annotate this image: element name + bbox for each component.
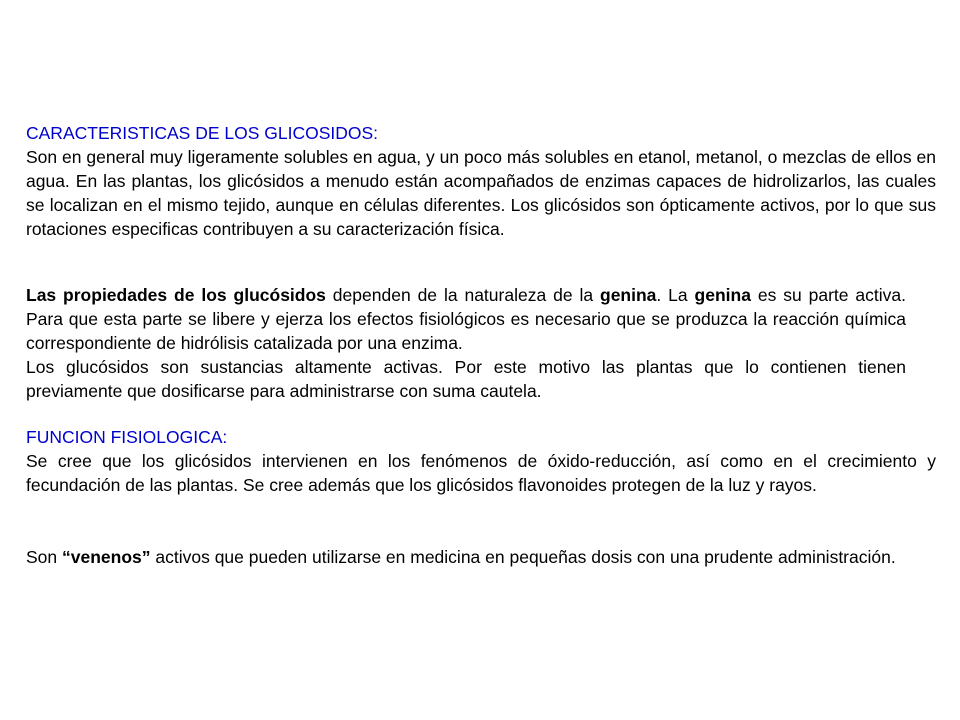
propiedades-section xyxy=(26,283,906,403)
propiedades-text-6: es su parte activa. Para que esta parte se libere y ejerza los efectos fisiológicos es necesario que se produzca la reacción química correspondiente de hidrólisis catalizada por una enzima. xyxy=(26,285,906,353)
funcion-body: Se cree que los glicósidos intervienen en los fenómenos de óxido-reducción, así como en el crecimiento y fecundación de las plantas. Se cree además que los glicósidos flavonoides protegen de la luz y rayos. xyxy=(26,451,936,495)
propiedades-paragraph-2: Los glucósidos son sustancias altamente activas. Por este motivo las plantas que lo contienen tienen previamente que dosificarse para administrarse con suma cautela. xyxy=(26,357,906,401)
funcion-heading: FUNCION FISIOLOGICA: xyxy=(26,427,228,447)
caracteristicas-heading: CARACTERISTICAS DE LOS GLICOSIDOS: xyxy=(26,123,379,143)
propiedades-text-2: dependen de la naturaleza de la xyxy=(325,285,600,305)
propiedades-text-4: . La xyxy=(656,285,695,305)
venenos-text-1: Son xyxy=(26,547,62,567)
caracteristicas-body: Son en general muy ligeramente solubles en agua, y un poco más solubles en etanol, metanol, o mezclas de ellos en agua. En las plantas, los glicósidos a menudo están acompañados de enzimas capaces de hidrolizarlos, las cuales se localizan en el mismo tejido, aunque en células diferentes. Los glicósidos son ópticamente activos, por lo que sus rotaciones especificas contribuyen a su caracterización física. xyxy=(26,147,936,239)
caracteristicas-section xyxy=(26,121,936,241)
propiedades-bold-1: Las propiedades de los glucósidos xyxy=(26,285,326,305)
propiedades-bold-genina-2: genina xyxy=(694,285,751,305)
venenos-bold: “venenos” xyxy=(62,547,151,567)
venenos-text-3: activos que pueden utilizarse en medicina en pequeñas dosis con una prudente administración. xyxy=(150,547,896,567)
venenos-section xyxy=(26,545,936,569)
funcion-section xyxy=(26,425,936,497)
propiedades-bold-genina-1: genina xyxy=(600,285,657,305)
venenos-paragraph xyxy=(26,545,936,569)
propiedades-paragraph-1 xyxy=(26,283,906,355)
